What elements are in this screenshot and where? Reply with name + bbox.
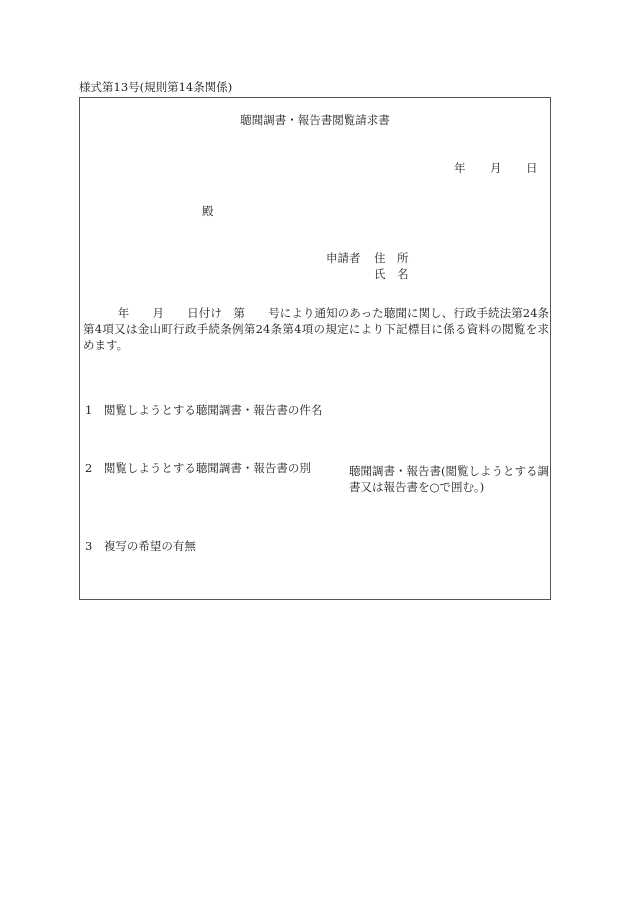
form-title: 聴聞調書・報告書閲覧請求書 [240, 113, 390, 127]
request-body-text: 年 月 日付け 第 号により通知のあった聴聞に関し、行政手続法第24条第4項又は金山町行政手続条例第24条第4項の規定により下記標目に係る資料の閲覧を求めます。 [83, 306, 549, 352]
form-number-label: 様式第13号(規則第14条関係) [79, 80, 233, 94]
applicant-name-label: 氏 名 [374, 267, 409, 281]
item-document-type-note: 聴聞調書・報告書(閲覧しようとする調書又は報告書を○で囲む。) [349, 464, 549, 494]
addressee-honorific: 殿 [202, 204, 214, 218]
applicant-label: 申請者 [326, 251, 361, 265]
date-day-label: 日 [526, 161, 538, 175]
item-document-type: 2 閲覧しようとする聴聞調書・報告書の別 [85, 461, 311, 475]
form-frame [79, 97, 551, 600]
applicant-address-label: 住 所 [374, 251, 409, 265]
item-subject: 1 閲覧しようとする聴聞調書・報告書の件名 [85, 403, 323, 417]
date-year-label: 年 [454, 161, 466, 175]
item-copy-request: 3 複写の希望の有無 [85, 539, 196, 553]
date-month-label: 月 [490, 161, 502, 175]
